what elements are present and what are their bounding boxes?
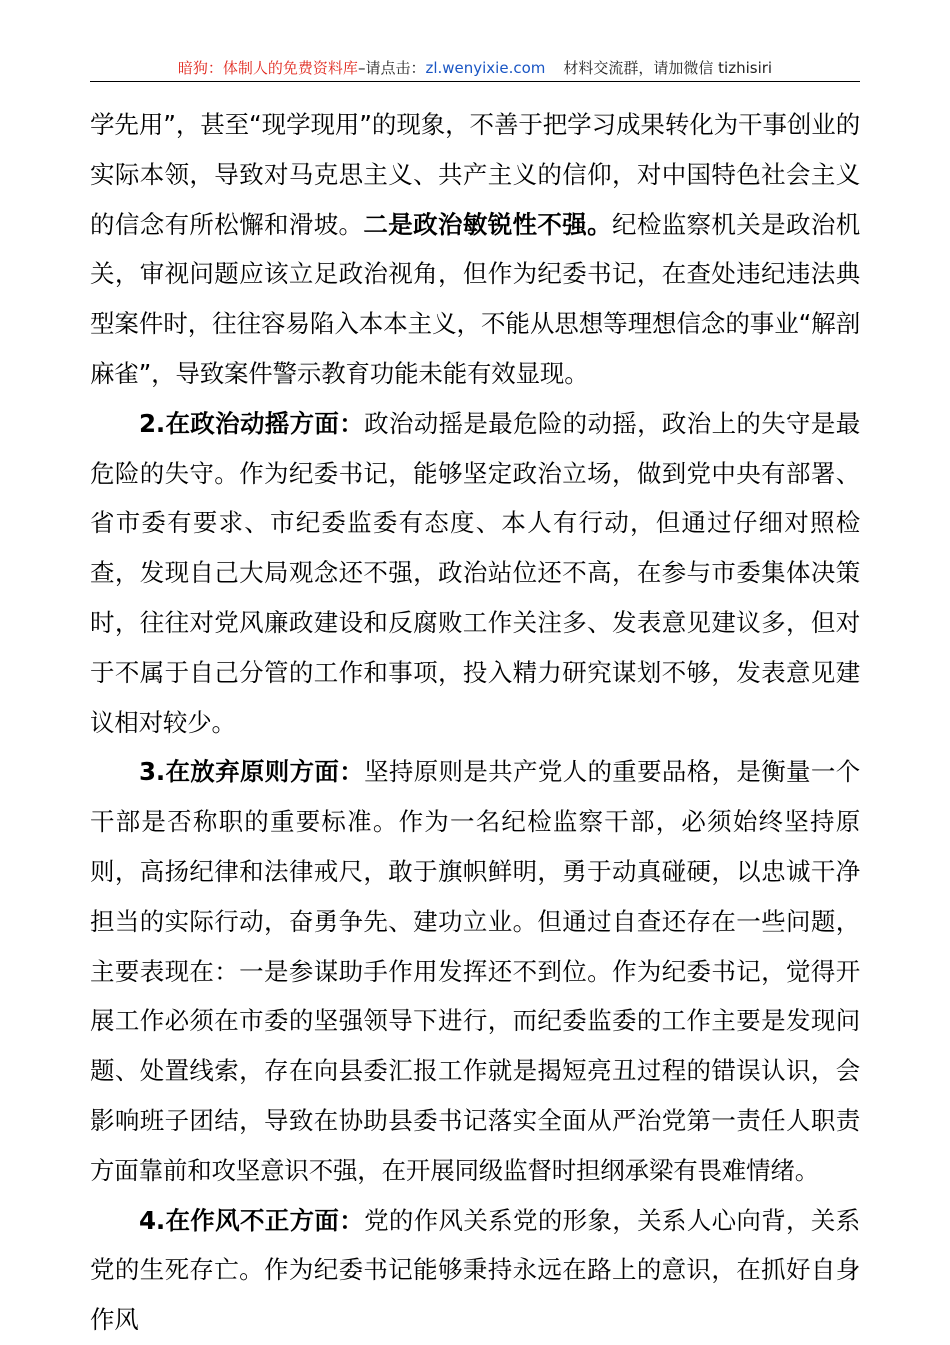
header-prompt: –请点击： [357,59,426,77]
paragraph [90,100,860,399]
paragraph-emphasis: 二是政治敏锐性不强。 [363,209,612,239]
paragraph-text: 党的作风关系党的形象，关系人心向背，关系党的生死存亡。作为纪委书记能够秉持永远在路上的意识，在抓好自身作风 [90,1205,860,1335]
paragraph-lead: 4.在作风不正方面： [139,1205,365,1235]
paragraph-lead: 2.在政治动摇方面： [139,408,365,438]
paragraph-text-continued: 纪检监察机关是政治机关，审视问题应该立足政治视角，但作为纪委书记，在查处违纪违法典型案件时，往往容易陷入本本主义，不能从思想等理想信念的事业“解剖麻雀”，导致案件警示教育功能未能有效显现。 [90,209,860,388]
page-header [90,58,860,78]
paragraph-text: 坚持原则是共产党人的重要品格，是衡量一个干部是否称职的重要标准。作为一名纪检监察干部，必须始终坚持原则，高扬纪律和法律戒尺，敢于旗帜鲜明，勇于动真碰硬，以忠诚干净担当的实际行动，奋勇争先、建功立业。但通过自查还存在一些问题，主要表现在：一是参谋助手作用发挥还不到位。作为纪委书记，觉得开展工作必须在市委的坚强领导下进行，而纪委监委的工作主要是发现问题、处置线索，存在向县委汇报工作就是揭短亮丑过程的错误认识，会影响班子团结，导致在协助县委书记落实全面从严治党第一责任人职责方面靠前和攻坚意识不强，在开展同级监督时担纲承梁有畏难情绪。 [90,757,860,1185]
document-body [90,100,860,1345]
paragraph [90,747,860,1195]
paragraph [90,399,860,748]
paragraph [90,1196,860,1345]
header-url-link[interactable]: zl.wenyixie.com [425,59,546,77]
header-divider [90,81,860,82]
header-site-title: 暗狗：体制人的免费资料库 [177,59,358,77]
paragraph-text: 政治动摇是最危险的动摇，政治上的失守是最危险的失守。作为纪委书记，能够坚定政治立场，做到党中央有部署、省市委有要求、市纪委监委有态度、本人有行动，但通过仔细对照检查，发现自己大局观念还不强，政治站位还不高，在参与市委集体决策时，往往对党风廉政建设和反腐败工作关注多、发表意见建议多，但对于不属于自己分管的工作和事项，投入精力研究谋划不够，发表意见建议相对较少。 [90,408,860,737]
paragraph-text: 学先用”，甚至“现学现用”的现象，不善于把学习成果转化为干事创业的实际本领，导致对马克思主义、共产主义的信仰，对中国特色社会主义的信念有所松懈和滑坡。 [90,110,860,239]
paragraph-lead: 3.在放弃原则方面： [139,757,365,787]
header-contact: 材料交流群，请加微信 tizhisiri [563,59,773,77]
